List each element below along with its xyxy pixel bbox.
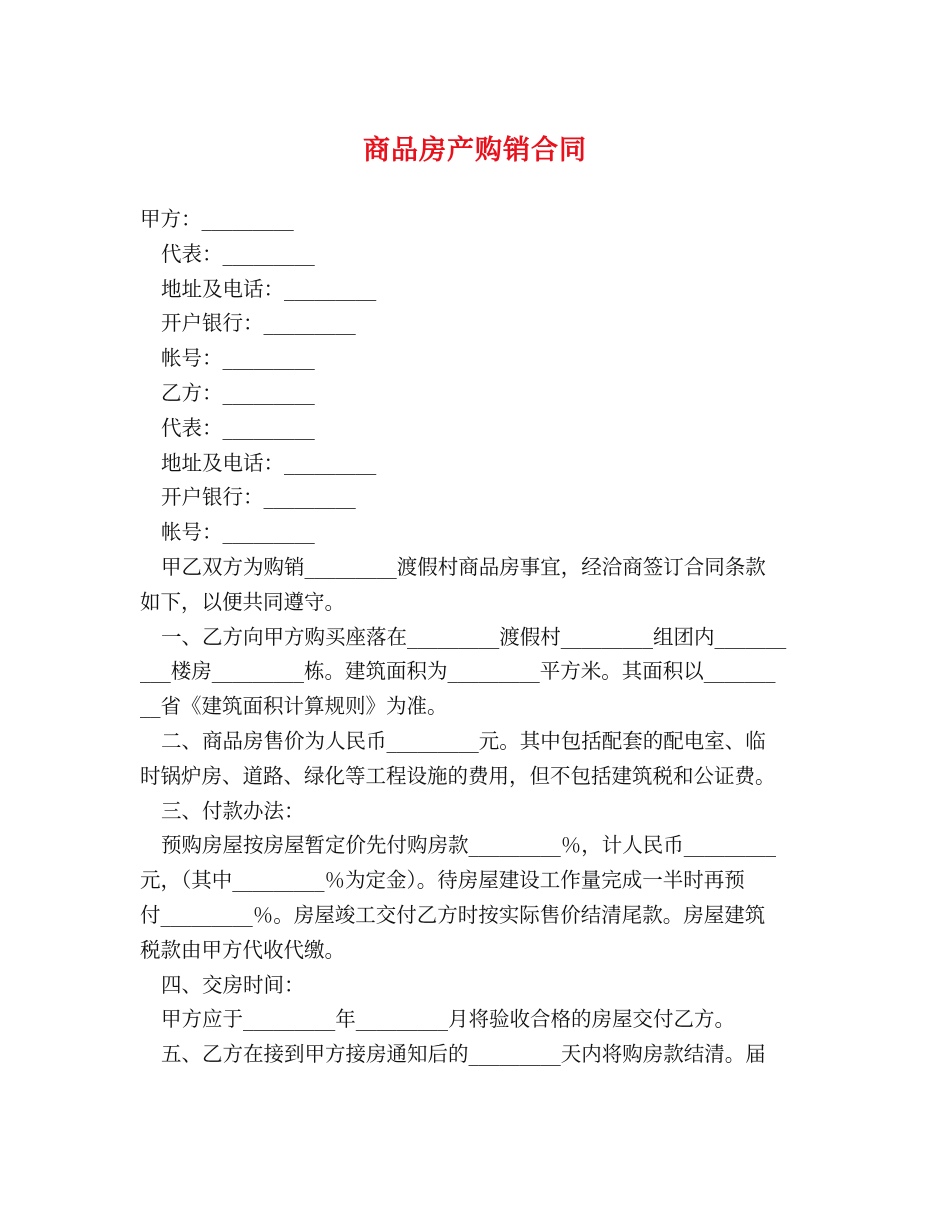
clause-1-line-2: ___楼房_________栋。建筑面积为_________平方米。其面积以_______ — [140, 659, 776, 684]
party-b-rep: 代表：_________ — [161, 415, 315, 440]
contract-body — [140, 202, 812, 1072]
party-a-address: 地址及电话：_________ — [161, 276, 377, 301]
party-a-account: 帐号：_________ — [161, 346, 315, 371]
clause-2-line-2: 时锅炉房、道路、绿化等工程设施的费用，但不包括建筑税和公证费。 — [140, 763, 776, 788]
party-b-address: 地址及电话：_________ — [161, 450, 377, 475]
clause-1-line-1: 一、乙方向甲方购买座落在_________渡假村_________组团内_______ — [161, 624, 787, 649]
clause-4-body: 甲方应于_________年_________月将验收合格的房屋交付乙方。 — [161, 1007, 735, 1032]
clause-2-line-1: 二、商品房售价为人民币_________元。其中包括配套的配电室、临 — [161, 728, 766, 753]
party-b-account: 帐号：_________ — [161, 520, 315, 545]
clause-5-line-1: 五、乙方在接到甲方接房通知后的_________天内将购房款结清。届 — [161, 1042, 766, 1067]
party-b-label: 乙方：_________ — [161, 380, 315, 405]
clause-4-heading: 四、交房时间： — [161, 972, 305, 997]
clause-3-heading: 三、付款办法： — [161, 798, 305, 823]
party-a-bank: 开户银行：_________ — [161, 311, 356, 336]
clause-3-line-3: 付_________％。房屋竣工交付乙方时按实际售价结清尾款。房屋建筑 — [140, 902, 766, 927]
preamble-line-2: 如下，以便共同遵守。 — [140, 589, 345, 614]
preamble-line-1: 甲乙双方为购销_________渡假村商品房事宜，经洽商签订合同条款 — [161, 554, 766, 579]
clause-3-line-4: 税款由甲方代收代缴。 — [140, 937, 345, 962]
party-a-label: 甲方：_________ — [140, 207, 294, 231]
document-title: 商品房产购销合同 — [363, 135, 587, 166]
party-a-rep: 代表：_________ — [161, 241, 315, 266]
clause-1-line-3: __省《建筑面积计算规则》为准。 — [140, 694, 448, 719]
clause-3-line-1: 预购房屋按房屋暂定价先付购房款_________％，计人民币_________ — [161, 833, 776, 858]
party-b-bank: 开户银行：_________ — [161, 485, 356, 510]
clause-3-line-2: 元，（其中_________％为定金）。待房屋建设工作量完成一半时再预 — [140, 868, 745, 893]
